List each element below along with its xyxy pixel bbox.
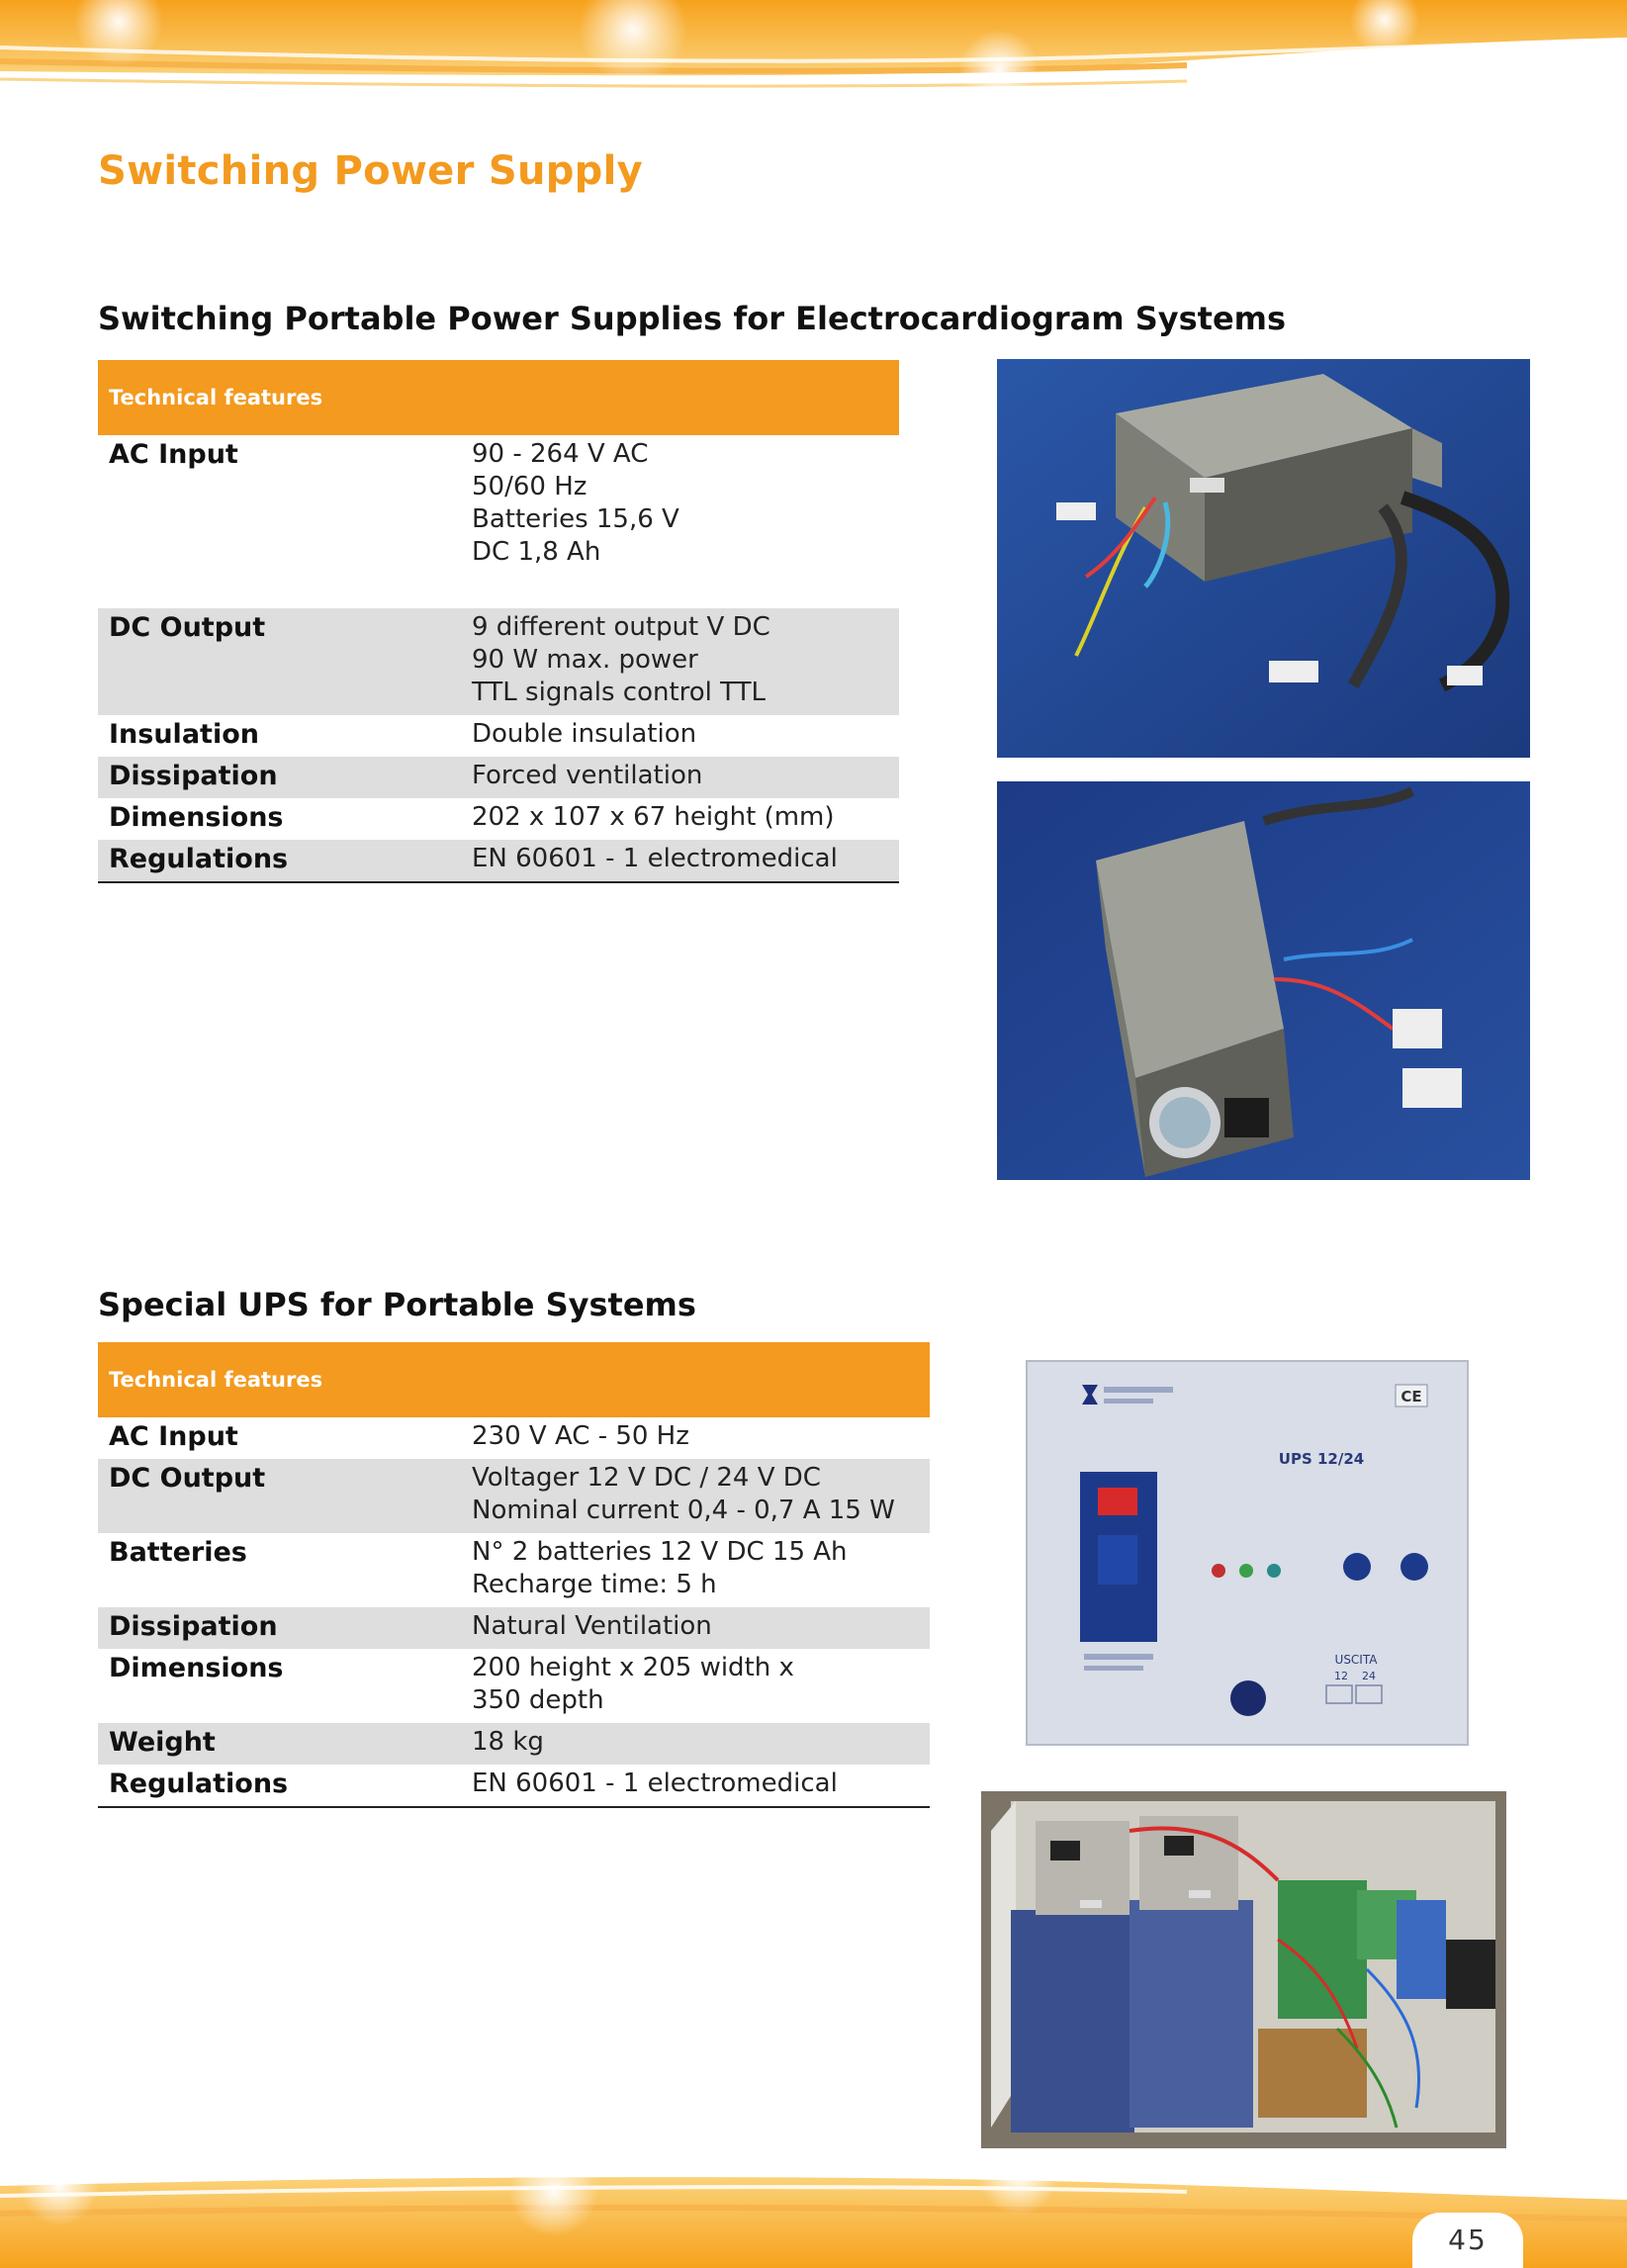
output-value-12: 12 <box>1334 1670 1348 1682</box>
footer-decorative-band <box>0 2156 1627 2268</box>
table-bottom-rule <box>98 881 899 883</box>
power-supply-photo-1 <box>997 359 1530 758</box>
row-label: Insulation <box>109 719 259 750</box>
table-row <box>98 1723 930 1765</box>
battery-right <box>1130 1900 1253 2128</box>
row-label: Dissipation <box>109 761 278 791</box>
table-row <box>98 1649 930 1723</box>
ups-model-label: UPS 12/24 <box>1278 1450 1365 1468</box>
ups-interior-photo <box>981 1791 1506 2148</box>
row-value: Natural Ventilation <box>472 1611 712 1641</box>
power-switch-icon <box>1098 1488 1137 1515</box>
row-label: Regulations <box>109 844 289 874</box>
output-knob-icon <box>1401 1553 1428 1581</box>
header-decorative-band <box>0 0 1627 99</box>
output-label: USCITA <box>1334 1653 1378 1667</box>
row-value: N° 2 batteries 12 V DC 15 Ah Recharge time: 5 h <box>472 1537 848 1599</box>
led-green-icon <box>1239 1564 1253 1578</box>
row-value: Voltager 12 V DC / 24 V DC Nominal current 0,4 - 0,7 A 15 W <box>472 1463 895 1525</box>
section2-heading: Special UPS for Portable Systems <box>98 1286 696 1323</box>
output-value-24: 24 <box>1362 1670 1376 1682</box>
table-row <box>98 1459 930 1533</box>
section1-features-table <box>98 360 899 883</box>
table-row <box>98 715 899 757</box>
power-supply-photo-2 <box>997 781 1530 1180</box>
battery-left <box>1011 1910 1134 2132</box>
table-header: Technical features <box>98 1342 930 1417</box>
row-label: AC Input <box>109 439 238 470</box>
table-row <box>98 1607 930 1649</box>
row-value: 202 x 107 x 67 height (mm) <box>472 802 835 832</box>
table-row <box>98 757 899 798</box>
row-value: Forced ventilation <box>472 761 703 790</box>
page-title: Switching Power Supply <box>98 148 643 194</box>
table-row <box>98 608 899 715</box>
row-label: DC Output <box>109 1463 266 1494</box>
fuse-holder-icon <box>1230 1680 1266 1716</box>
row-value: 18 kg <box>472 1727 544 1757</box>
row-label: Batteries <box>109 1537 247 1568</box>
table-header: Technical features <box>98 360 899 435</box>
section1-heading: Switching Portable Power Supplies for Electrocardiogram Systems <box>98 300 1287 337</box>
ups-front-panel-photo <box>1025 1357 1470 1748</box>
output-knob-icon <box>1343 1553 1371 1581</box>
led-red-icon <box>1212 1564 1225 1578</box>
row-label: AC Input <box>109 1421 238 1452</box>
page-number: 45 <box>1412 2213 1523 2268</box>
row-value: EN 60601 - 1 electromedical <box>472 1769 838 1798</box>
row-value: 200 height x 205 width x 350 depth <box>472 1653 794 1715</box>
table-row <box>98 1765 930 1806</box>
row-label: DC Output <box>109 612 266 643</box>
table-row <box>98 840 899 881</box>
row-label: Dimensions <box>109 1653 284 1683</box>
table-bottom-rule <box>98 1806 930 1808</box>
led-teal-icon <box>1267 1564 1281 1578</box>
table-row <box>98 435 899 608</box>
row-label: Weight <box>109 1727 216 1758</box>
row-value: Double insulation <box>472 719 697 749</box>
row-label: Dimensions <box>109 802 284 833</box>
row-value: 90 - 264 V AC 50/60 Hz Batteries 15,6 V DC 1,8 Ah <box>472 439 679 567</box>
section2-features-table <box>98 1342 930 1808</box>
row-value: 230 V AC - 50 Hz <box>472 1421 689 1451</box>
row-label: Dissipation <box>109 1611 278 1642</box>
row-value: 9 different output V DC 90 W max. power TTL signals control TTL <box>472 612 770 707</box>
row-label: Regulations <box>109 1769 289 1799</box>
table-row <box>98 1533 930 1607</box>
table-row <box>98 1417 930 1459</box>
row-value: EN 60601 - 1 electromedical <box>472 844 838 873</box>
ce-mark: CE <box>1401 1388 1422 1406</box>
table-row <box>98 798 899 840</box>
